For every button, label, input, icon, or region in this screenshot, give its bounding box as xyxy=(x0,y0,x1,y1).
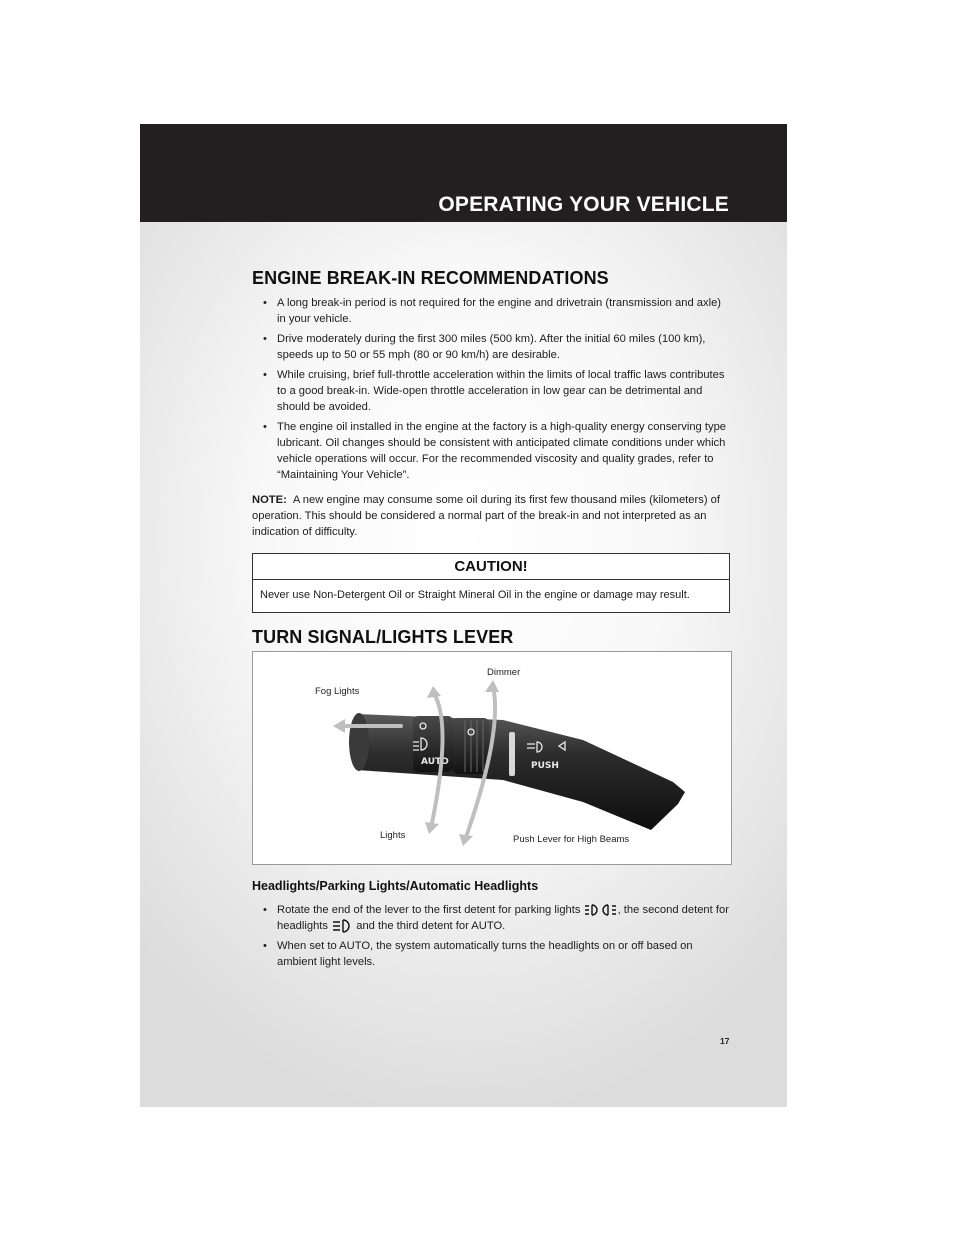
break-in-list xyxy=(262,295,732,487)
headlights-icon xyxy=(331,918,353,934)
list-item xyxy=(262,902,732,934)
lights-label: Lights xyxy=(380,830,406,841)
list-item: • Drive moderately during the first 300 miles (500 km). After the initial 60 miles (100 km), speeds up to 50 or 55 mph (80 or 90 km/h) are desirable. xyxy=(262,331,732,363)
caution-title: CAUTION! xyxy=(253,554,729,580)
fog-lights-label: Fog Lights xyxy=(315,686,360,697)
section-title: OPERATING YOUR VEHICLE xyxy=(438,193,729,216)
bullet1-part3: and the third detent for AUTO. xyxy=(356,920,506,933)
push-mark: PUSH xyxy=(531,761,559,771)
manual-page xyxy=(140,124,787,1107)
lever-tip xyxy=(349,713,369,771)
note-paragraph xyxy=(252,492,732,540)
parking-lights-icon xyxy=(584,902,618,918)
break-in-heading: ENGINE BREAK-IN RECOMMENDATIONS xyxy=(252,268,609,288)
dimmer-label: Dimmer xyxy=(487,667,521,678)
indicator-slot xyxy=(509,732,515,776)
lever-body xyxy=(353,714,685,830)
list-item: • The engine oil installed in the engine at the factory is a high-quality energy conserving type lubricant. Oil changes should be consistent with anticipated climate conditions under which vehicle operations will occur. For the recommended viscosity and quality grades, refer to “Maintaining Your Vehicle”. xyxy=(262,419,732,483)
list-item: • While cruising, brief full-throttle acceleration within the limits of local traffic laws contributes to a good break-in. Wide-open throttle acceleration in low gear can be detrimental and should be avoided. xyxy=(262,367,732,415)
caution-box xyxy=(252,553,730,613)
lever-figure xyxy=(252,651,732,865)
header-band xyxy=(140,124,787,222)
caution-text: Never use Non-Detergent Oil or Straight Mineral Oil in the engine or damage may result. xyxy=(260,589,690,601)
list-item: • A long break-in period is not required for the engine and drivetrain (transmission and axle) in your vehicle. xyxy=(262,295,732,327)
headlights-subheading: Headlights/Parking Lights/Automatic Headlights xyxy=(252,879,539,893)
push-lever-label: Push Lever for High Beams xyxy=(513,834,630,845)
bullet1-part2: , the second detent for headlights xyxy=(277,904,729,933)
list-item: • When set to AUTO, the system automatically turns the headlights on or off based on ambient light levels. xyxy=(262,938,732,970)
note-text: A new engine may consume some oil during its first few thousand miles (kilometers) of operation. This should be considered a normal part of the break-in and not interpreted as an indication of difficulty. xyxy=(252,494,720,538)
note-label: NOTE: xyxy=(252,494,287,506)
headlights-list xyxy=(262,902,732,974)
auto-mark: AUTO xyxy=(421,757,449,767)
bullet1-part1: Rotate the end of the lever to the first detent for parking lights xyxy=(277,904,581,916)
turn-signal-heading: TURN SIGNAL/LIGHTS LEVER xyxy=(252,627,514,647)
page-number: 17 xyxy=(720,1036,730,1046)
lever-illustration xyxy=(253,652,731,864)
